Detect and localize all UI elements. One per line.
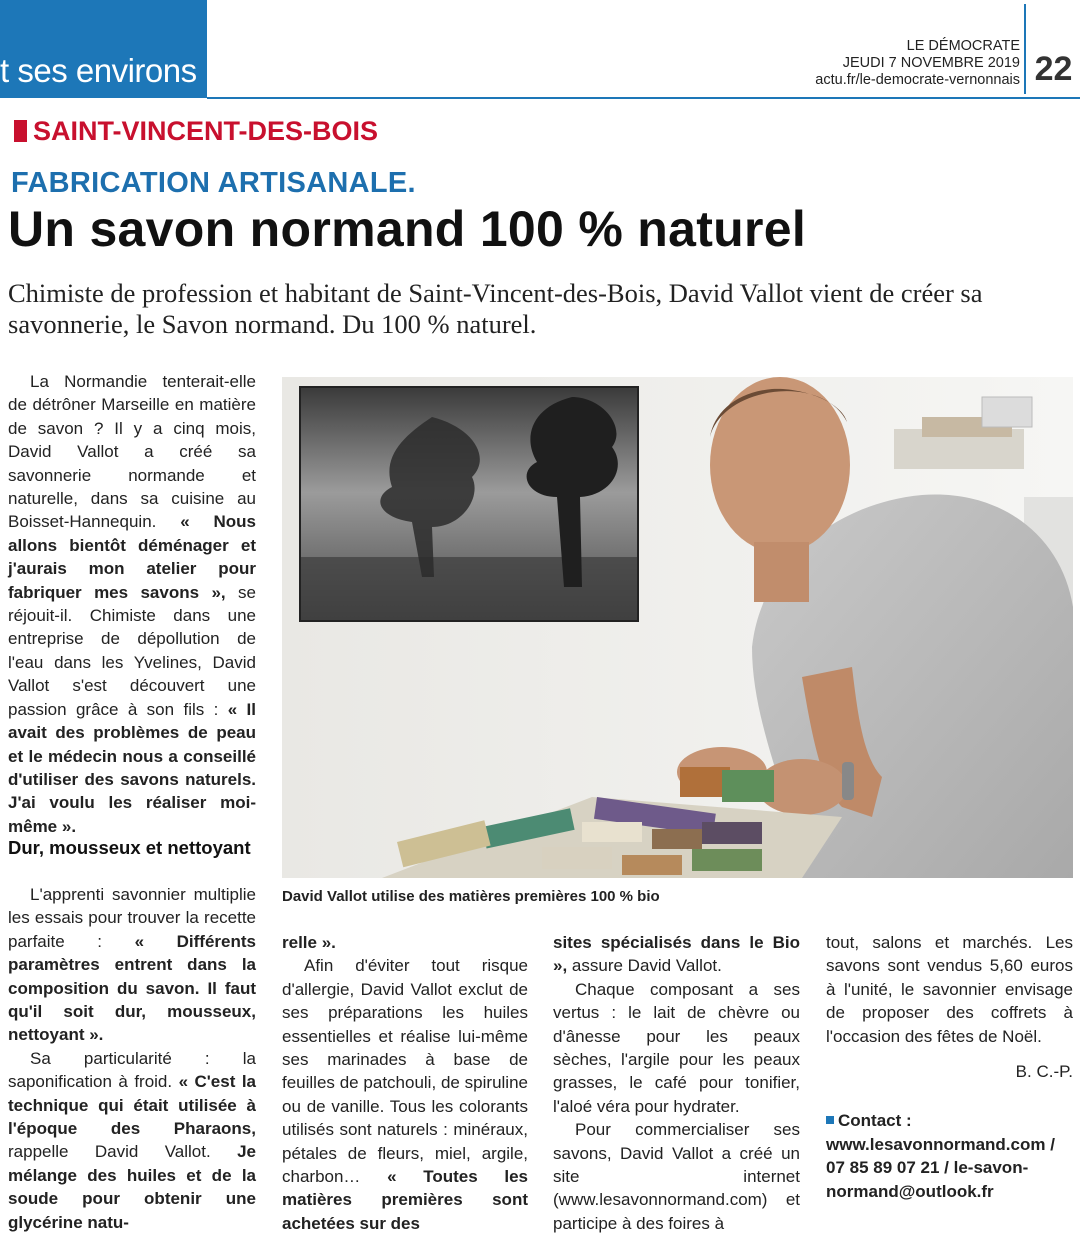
page-divider [1024, 4, 1026, 94]
paragraph: relle ». [282, 933, 336, 952]
paragraph: Pour commercialiser ses savons, David Vallot a créé un site internet (www.lesavonnormand.com) et participe à des foires à [553, 1120, 800, 1233]
article-photo [282, 377, 1073, 878]
headline: Un savon normand 100 % naturel [8, 201, 807, 257]
paragraph: sites spécialisés dans le Bio », assure David Vallot. [553, 933, 800, 976]
paragraph: La Normandie tenterait-elle de détrôner Marseille en matière de savon ? Il y a cinq mois, David Vallot a créé sa savonnerie normande et naturelle, dans sa cuisine au Boisset-Hannequin. « Nous allons bientôt déménager et j'aurais mon atelier pour fabriquer mes savons », se réjouit-il. Chimiste dans une entreprise de dépollution de l'eau dans les Yvelines, David Vallot s'est découvert une passion grâce à son fils : « Il avait des problèmes de peau et le médecin nous a conseillé d'utiliser des savons naturels. J'ai voulu les réaliser moi-même ». [8, 372, 256, 836]
article-column-2 [282, 931, 528, 1235]
author-signature: B. C.-P. [1015, 1062, 1073, 1082]
page-number: 22 [1034, 50, 1073, 88]
article-column-1 [8, 370, 256, 838]
locality-text: SAINT-VINCENT-DES-BOIS [33, 116, 379, 146]
subheading: Dur, mousseux et nettoyant [8, 837, 251, 858]
contact-info: Contact : www.lesavonnormand.com / 07 85 89 07 21 / le-savon-normand@outlook.fr [826, 1111, 1055, 1201]
section-label: t ses environs [0, 52, 197, 89]
paragraph: tout, salons et marchés. Les savons sont vendus 5,60 euros à l'unité, le savonnier envisage de proposer des coffrets à l'occasion des fêtes de Noël. [826, 933, 1073, 1046]
photo-caption: David Vallot utilise des matières premières 100 % bio [282, 888, 660, 905]
issue-date: JEUDI 7 NOVEMBRE 2019 [842, 55, 1020, 71]
kicker: FABRICATION ARTISANALE. [11, 167, 416, 199]
paragraph: Afin d'éviter tout risque d'allergie, David Vallot exclut de ses préparations les huiles essentielles et réalise lui-même ses marinades à base de feuilles de patchouli, de spiruline ou de vanille. Tous les colorants utilisés sont naturels : minéraux, pétales de fleurs, miel, argile, charbon… « Toutes les matières premières sont achetées sur des [282, 956, 528, 1233]
locality-label [14, 116, 378, 147]
wall-canvas-print [300, 387, 638, 621]
paragraph: Chaque composant a ses vertus : le lait de chèvre ou d'ânesse pour les peaux sèches, l'argile pour les peaux grasses, le café pour tonifier, l'aloé véra pour hydrater. [553, 979, 800, 1116]
blue-square-icon [826, 1116, 834, 1124]
paragraph: Sa particularité : la saponification à froid. « C'est la technique qui était utilisée à l'époque des Pharaons, rappelle David Vallot. Je mélange des huiles et de la soude pour obtenir une glycérine natu- [8, 1048, 257, 1232]
article-column-4 [826, 931, 1073, 1203]
lead-paragraph: Chimiste de profession et habitant de Saint-Vincent-des-Bois, David Vallot vient de créer sa savonnerie, le Savon normand. Du 100 % naturel. [8, 278, 983, 339]
header-rule [207, 97, 1080, 99]
masthead [720, 38, 1020, 89]
section-tab [0, 0, 207, 98]
article-column-3 [553, 931, 800, 1235]
newspaper-name: LE DÉMOCRATE [906, 38, 1020, 54]
paragraph: L'apprenti savonnier multiplie les essais pour trouver la recette parfaite : « Différents paramètres entrent dans la composition du savon. Il faut qu'il soit dur, mousseux, nettoyant ». [8, 885, 256, 1045]
newspaper-website: actu.fr/le-democrate-vernonnais [815, 72, 1020, 88]
red-square-icon [14, 120, 27, 142]
article-column-1-continued [8, 883, 256, 1234]
